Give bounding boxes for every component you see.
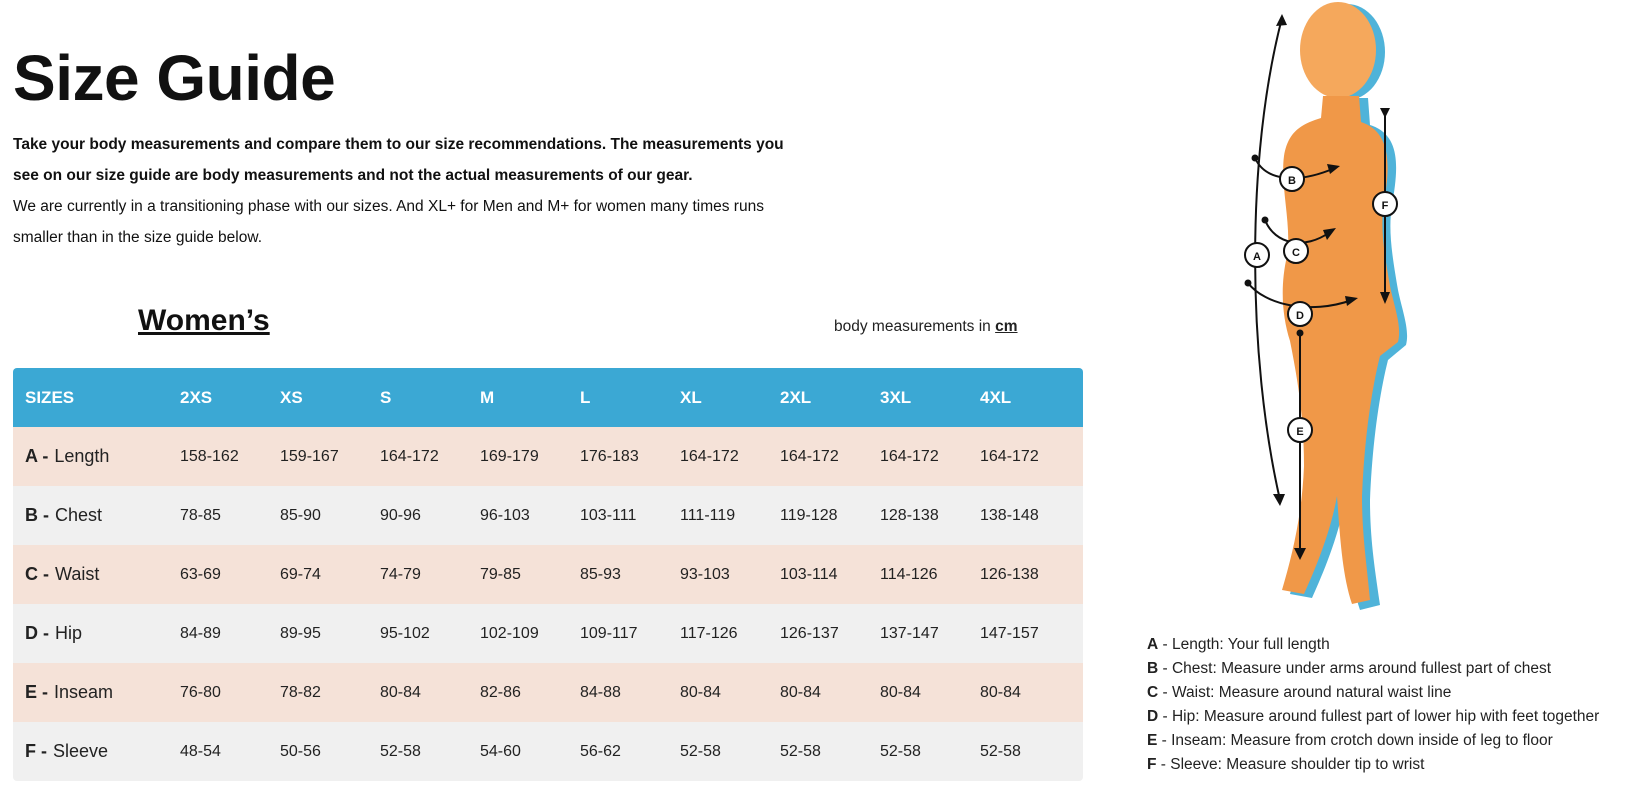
row-letter: C -	[25, 564, 49, 584]
table-cell: 158-162	[180, 447, 239, 465]
table-cell: 93-103	[680, 565, 730, 583]
table-row	[13, 604, 1083, 663]
table-cell: 164-172	[380, 447, 439, 465]
column-header: 2XS	[180, 387, 213, 407]
table-cell: 52-58	[680, 742, 721, 760]
table-row	[13, 427, 1083, 486]
table-cell: 52-58	[880, 742, 921, 760]
svg-text:D: D	[1296, 310, 1304, 322]
table-cell: 126-137	[780, 624, 839, 642]
table-cell: 176-183	[580, 447, 639, 465]
size-table	[13, 368, 1083, 781]
legend-item: D - Hip: Measure around fullest part of lower hip with feet together	[1147, 708, 1600, 725]
marker-a	[1245, 243, 1269, 267]
page-title: Size Guide	[13, 42, 336, 114]
row-label	[13, 486, 180, 545]
table-cell: 52-58	[980, 742, 1021, 760]
table-row	[13, 486, 1083, 545]
intro-bold-text: Take your body measurements and compare them to our size recommendations. The measurements you see on our size guide are body measurements and not the actual measurements of our gear.	[13, 136, 784, 184]
table-row	[13, 722, 1083, 781]
legend-item: E - Inseam: Measure from crotch down inside of leg to floor	[1147, 732, 1553, 749]
table-cell: 89-95	[280, 624, 321, 642]
table-cell: 109-117	[580, 624, 638, 642]
table-cell: 78-85	[180, 506, 221, 524]
row-letter: E -	[25, 682, 49, 702]
table-cell: 48-54	[180, 742, 221, 760]
legend-item: B - Chest: Measure under arms around fullest part of chest	[1147, 660, 1552, 677]
marker-d	[1288, 302, 1312, 326]
table-cell: 114-126	[880, 565, 938, 583]
table-cell: 80-84	[880, 683, 921, 701]
table-cell: 111-119	[680, 506, 736, 524]
table-cell: 159-167	[280, 447, 339, 465]
table-cell: 85-93	[580, 565, 621, 583]
table-cell: 54-60	[480, 742, 521, 760]
table-cell: 119-128	[780, 506, 838, 524]
table-cell: 80-84	[680, 683, 721, 701]
column-header: XL	[680, 387, 702, 407]
table-row	[13, 545, 1083, 604]
table-cell: 128-138	[880, 506, 939, 524]
intro-normal-text: We are currently in a transitioning phase with our sizes. And XL+ for Men and M+ for women many times runs smaller than in the size guide below.	[13, 198, 764, 246]
row-letter: F -	[25, 741, 47, 761]
svg-text:A: A	[1253, 251, 1261, 263]
table-cell: 63-69	[180, 565, 221, 583]
column-header: L	[580, 387, 591, 407]
table-cell: 85-90	[280, 506, 321, 524]
column-header: S	[380, 387, 392, 407]
units-prefix: body measurements in	[834, 318, 991, 335]
row-letter: A -	[25, 446, 49, 466]
intro-text	[13, 129, 793, 253]
svg-text:F: F	[1381, 200, 1389, 212]
table-cell: 50-56	[280, 742, 321, 760]
row-label	[13, 545, 180, 604]
table-cell: 164-172	[880, 447, 939, 465]
table-cell: 137-147	[880, 624, 939, 642]
column-header: 2XL	[780, 387, 812, 407]
row-label	[13, 722, 180, 781]
table-cell: 69-74	[280, 565, 321, 583]
row-name: Inseam	[54, 682, 114, 702]
table-cell: 95-102	[380, 624, 430, 642]
table-cell: 74-79	[380, 565, 421, 583]
table-cell: 164-172	[680, 447, 739, 465]
table-cell: 169-179	[480, 447, 539, 465]
table-cell: 82-86	[480, 683, 521, 701]
body-figure-illustration	[1220, 0, 1480, 630]
table-cell: 79-85	[480, 565, 521, 583]
column-header: M	[480, 387, 495, 407]
row-letter: D -	[25, 623, 49, 643]
row-label	[13, 427, 180, 486]
row-letter: B -	[25, 505, 49, 525]
svg-text:B: B	[1288, 175, 1296, 187]
column-header: 3XL	[880, 387, 912, 407]
units-note	[834, 318, 1018, 336]
table-cell: 76-80	[180, 683, 221, 701]
row-name: Sleeve	[53, 741, 109, 761]
table-cell: 117-126	[680, 624, 738, 642]
table-row	[13, 663, 1083, 722]
row-label	[13, 604, 180, 663]
marker-b	[1280, 167, 1304, 191]
table-cell: 103-111	[580, 506, 637, 524]
table-cell: 84-89	[180, 624, 221, 642]
table-cell: 164-172	[780, 447, 839, 465]
marker-c	[1284, 239, 1308, 263]
column-header: 4XL	[980, 387, 1012, 407]
table-cell: 103-114	[780, 565, 838, 583]
table-cell: 78-82	[280, 683, 321, 701]
table-cell: 164-172	[980, 447, 1039, 465]
table-title: Women’s	[138, 304, 270, 337]
table-cell: 90-96	[380, 506, 421, 524]
table-cell: 147-157	[980, 624, 1039, 642]
row-name: Hip	[55, 623, 83, 643]
column-header: XS	[280, 387, 303, 407]
units-label: cm	[995, 318, 1018, 335]
marker-f	[1373, 192, 1397, 216]
table-cell: 52-58	[780, 742, 821, 760]
table-cell: 96-103	[480, 506, 530, 524]
table-cell: 84-88	[580, 683, 621, 701]
table-cell: 126-138	[980, 565, 1039, 583]
table-cell: 80-84	[380, 683, 421, 701]
column-header: SIZES	[25, 387, 75, 407]
table-header-row	[13, 368, 1083, 427]
marker-e	[1288, 418, 1312, 442]
svg-text:E: E	[1296, 426, 1304, 438]
table-cell: 80-84	[780, 683, 821, 701]
svg-text:C: C	[1292, 247, 1300, 259]
table-cell: 102-109	[480, 624, 539, 642]
measurement-legend	[1147, 633, 1599, 777]
row-name: Waist	[55, 564, 100, 584]
body-figure	[1220, 0, 1480, 630]
legend-item: F - Sleeve: Measure shoulder tip to wrist	[1147, 756, 1425, 773]
table-body	[13, 427, 1083, 781]
legend-item: C - Waist: Measure around natural waist line	[1147, 684, 1452, 701]
table-cell: 80-84	[980, 683, 1021, 701]
row-name: Chest	[55, 505, 103, 525]
table-cell: 52-58	[380, 742, 421, 760]
table-cell: 138-148	[980, 506, 1039, 524]
row-label	[13, 663, 180, 722]
table-cell: 56-62	[580, 742, 621, 760]
legend-item: A - Length: Your full length	[1147, 636, 1330, 653]
row-name: Length	[54, 446, 110, 466]
